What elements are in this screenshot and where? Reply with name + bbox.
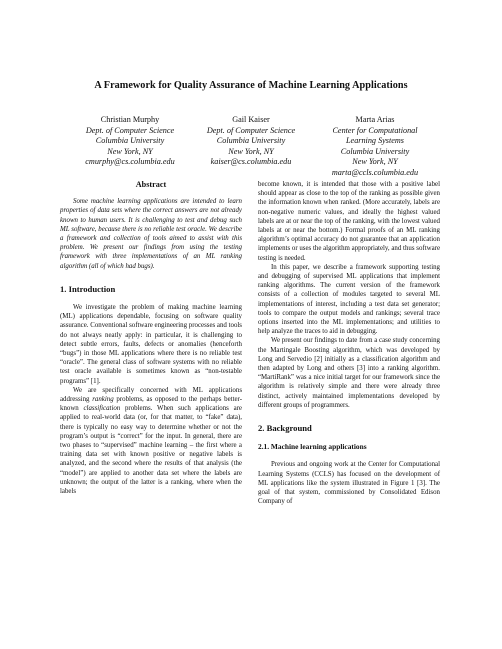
author-block-3 <box>305 115 445 178</box>
background-paragraph-1: Previous and ongoing work at the Center for Computational Learning Systems (CCLS) has focused on the development of ML applications like the system illustrated in Figure 1 [3]. The goal of that system, commissioned by Consolidated Edison Company of <box>258 461 440 506</box>
author-email: cmurphy@cs.columbia.edu <box>85 157 175 166</box>
right-paragraph-2: In this paper, we describe a framework supporting testing and debugging of supervised ML applications that implement ranking algorithms. The current version of the framework consists of a collection of modules targeted to several ML implementations of interest, including a test data set generator; tools to compare the output models and rankings; several trace options inserted into the ML implementations; and utilities to help analyze the traces to aid in debugging. <box>258 263 440 336</box>
author-name: Marta Arias <box>355 115 395 124</box>
author-name: Christian Murphy <box>100 115 160 124</box>
author-email: kaiser@cs.columbia.edu <box>210 157 292 166</box>
right-paragraph-3: We present our findings to date from a case study concerning the Martingale Boosting algorithm, which was developed by Long and Servedio [2] initially as a classification algorithm and then adapted by Long and others [3] into a ranking algorithm. “MartiRank” was a nice initial target for our framework since the algorithm is relatively simple and there were already three distinct, actively maintained implementations developed by different groups of programmers. <box>258 337 440 409</box>
author-affiliation: Dept. of Computer Science <box>85 125 175 135</box>
author-name: Gail Kaiser <box>232 115 270 124</box>
paper-title: A Framework for Quality Assurance of Machine Learning Applications <box>94 80 408 91</box>
intro-heading: 1. Introduction <box>60 283 116 294</box>
author-block-2 <box>181 115 321 168</box>
author-affiliation: New York, NY <box>228 146 274 156</box>
intro-paragraph-1: We investigate the problem of making machine learning (ML) applications dependable, focusing on software quality assurance. Conventional software engineering processes and tools do not always neatly apply: in particular, it is challenging to detect subtle errors, faults, defects or anomalies (henceforth “bugs”) in those ML applications where there is no reliable test “oracle”. The general class of software systems with no reliable test oracle available is sometimes known as “non-testable programs” [1]. <box>60 304 242 385</box>
author-affiliation: Learning Systems <box>346 136 404 145</box>
ml-applications-heading: 2.1. Machine learning applications <box>258 442 367 452</box>
author-email: marta@ccls.columbia.edu <box>331 167 419 177</box>
right-column <box>258 180 440 507</box>
author-affiliation: Center for Computational <box>332 125 418 135</box>
author-block-1 <box>60 115 200 168</box>
intro-paragraph-2: We are specifically concerned with ML applications addressing ranking problems, as opposed to the perhaps better-known classification problems. When such applications are applied to real-world data (or, for that matter, to “fake” data), there is typically no easy way to determine whether or not the program’s output is “correct” for the input. In general, there are two phases to “supervised” machine learning – the first where a training data set with known positive or negative labels is analyzed, and the second where the results of that analysis (the “model”) are applied to another data set where the labels are unknown; the output of the latter is a ranking, where when the labels <box>60 386 242 496</box>
right-paragraph-1: become known, it is intended that those with a positive label should appear as close to the top of the ranking as possible given the information known when ranked. (More accurately, labels are non-negative numeric values, and ideally the highest valued labels are at or near the top of the ranking, with the lowest valued labels at or near the bottom.) Formal proofs of an ML ranking algorithm’s optimal accuracy do not guarantee that an application implements or uses the algorithm appropriately, and thus software testing is needed. <box>258 181 440 262</box>
author-affiliation: Dept. of Computer Science <box>206 125 296 135</box>
background-heading: 2. Background <box>258 423 312 434</box>
author-affiliation: Columbia University <box>95 136 165 145</box>
author-affiliation: New York, NY <box>107 146 153 156</box>
left-column <box>60 180 242 496</box>
abstract-text: Some machine learning applications are intended to learn properties of data sets where the correct answers are not already known to human users. It is challenging to test and debug such ML software, because there is no reliable test oracle. We describe a framework and collection of tools aimed to assist with this problem. We present our findings from using the testing framework with three implementations of an ML ranking algorithm (all of which had bugs). <box>60 198 242 270</box>
author-affiliation: New York, NY <box>352 157 398 166</box>
abstract-heading: Abstract <box>135 180 167 189</box>
author-affiliation: Columbia University <box>340 146 410 156</box>
author-affiliation: Columbia University <box>216 136 286 145</box>
